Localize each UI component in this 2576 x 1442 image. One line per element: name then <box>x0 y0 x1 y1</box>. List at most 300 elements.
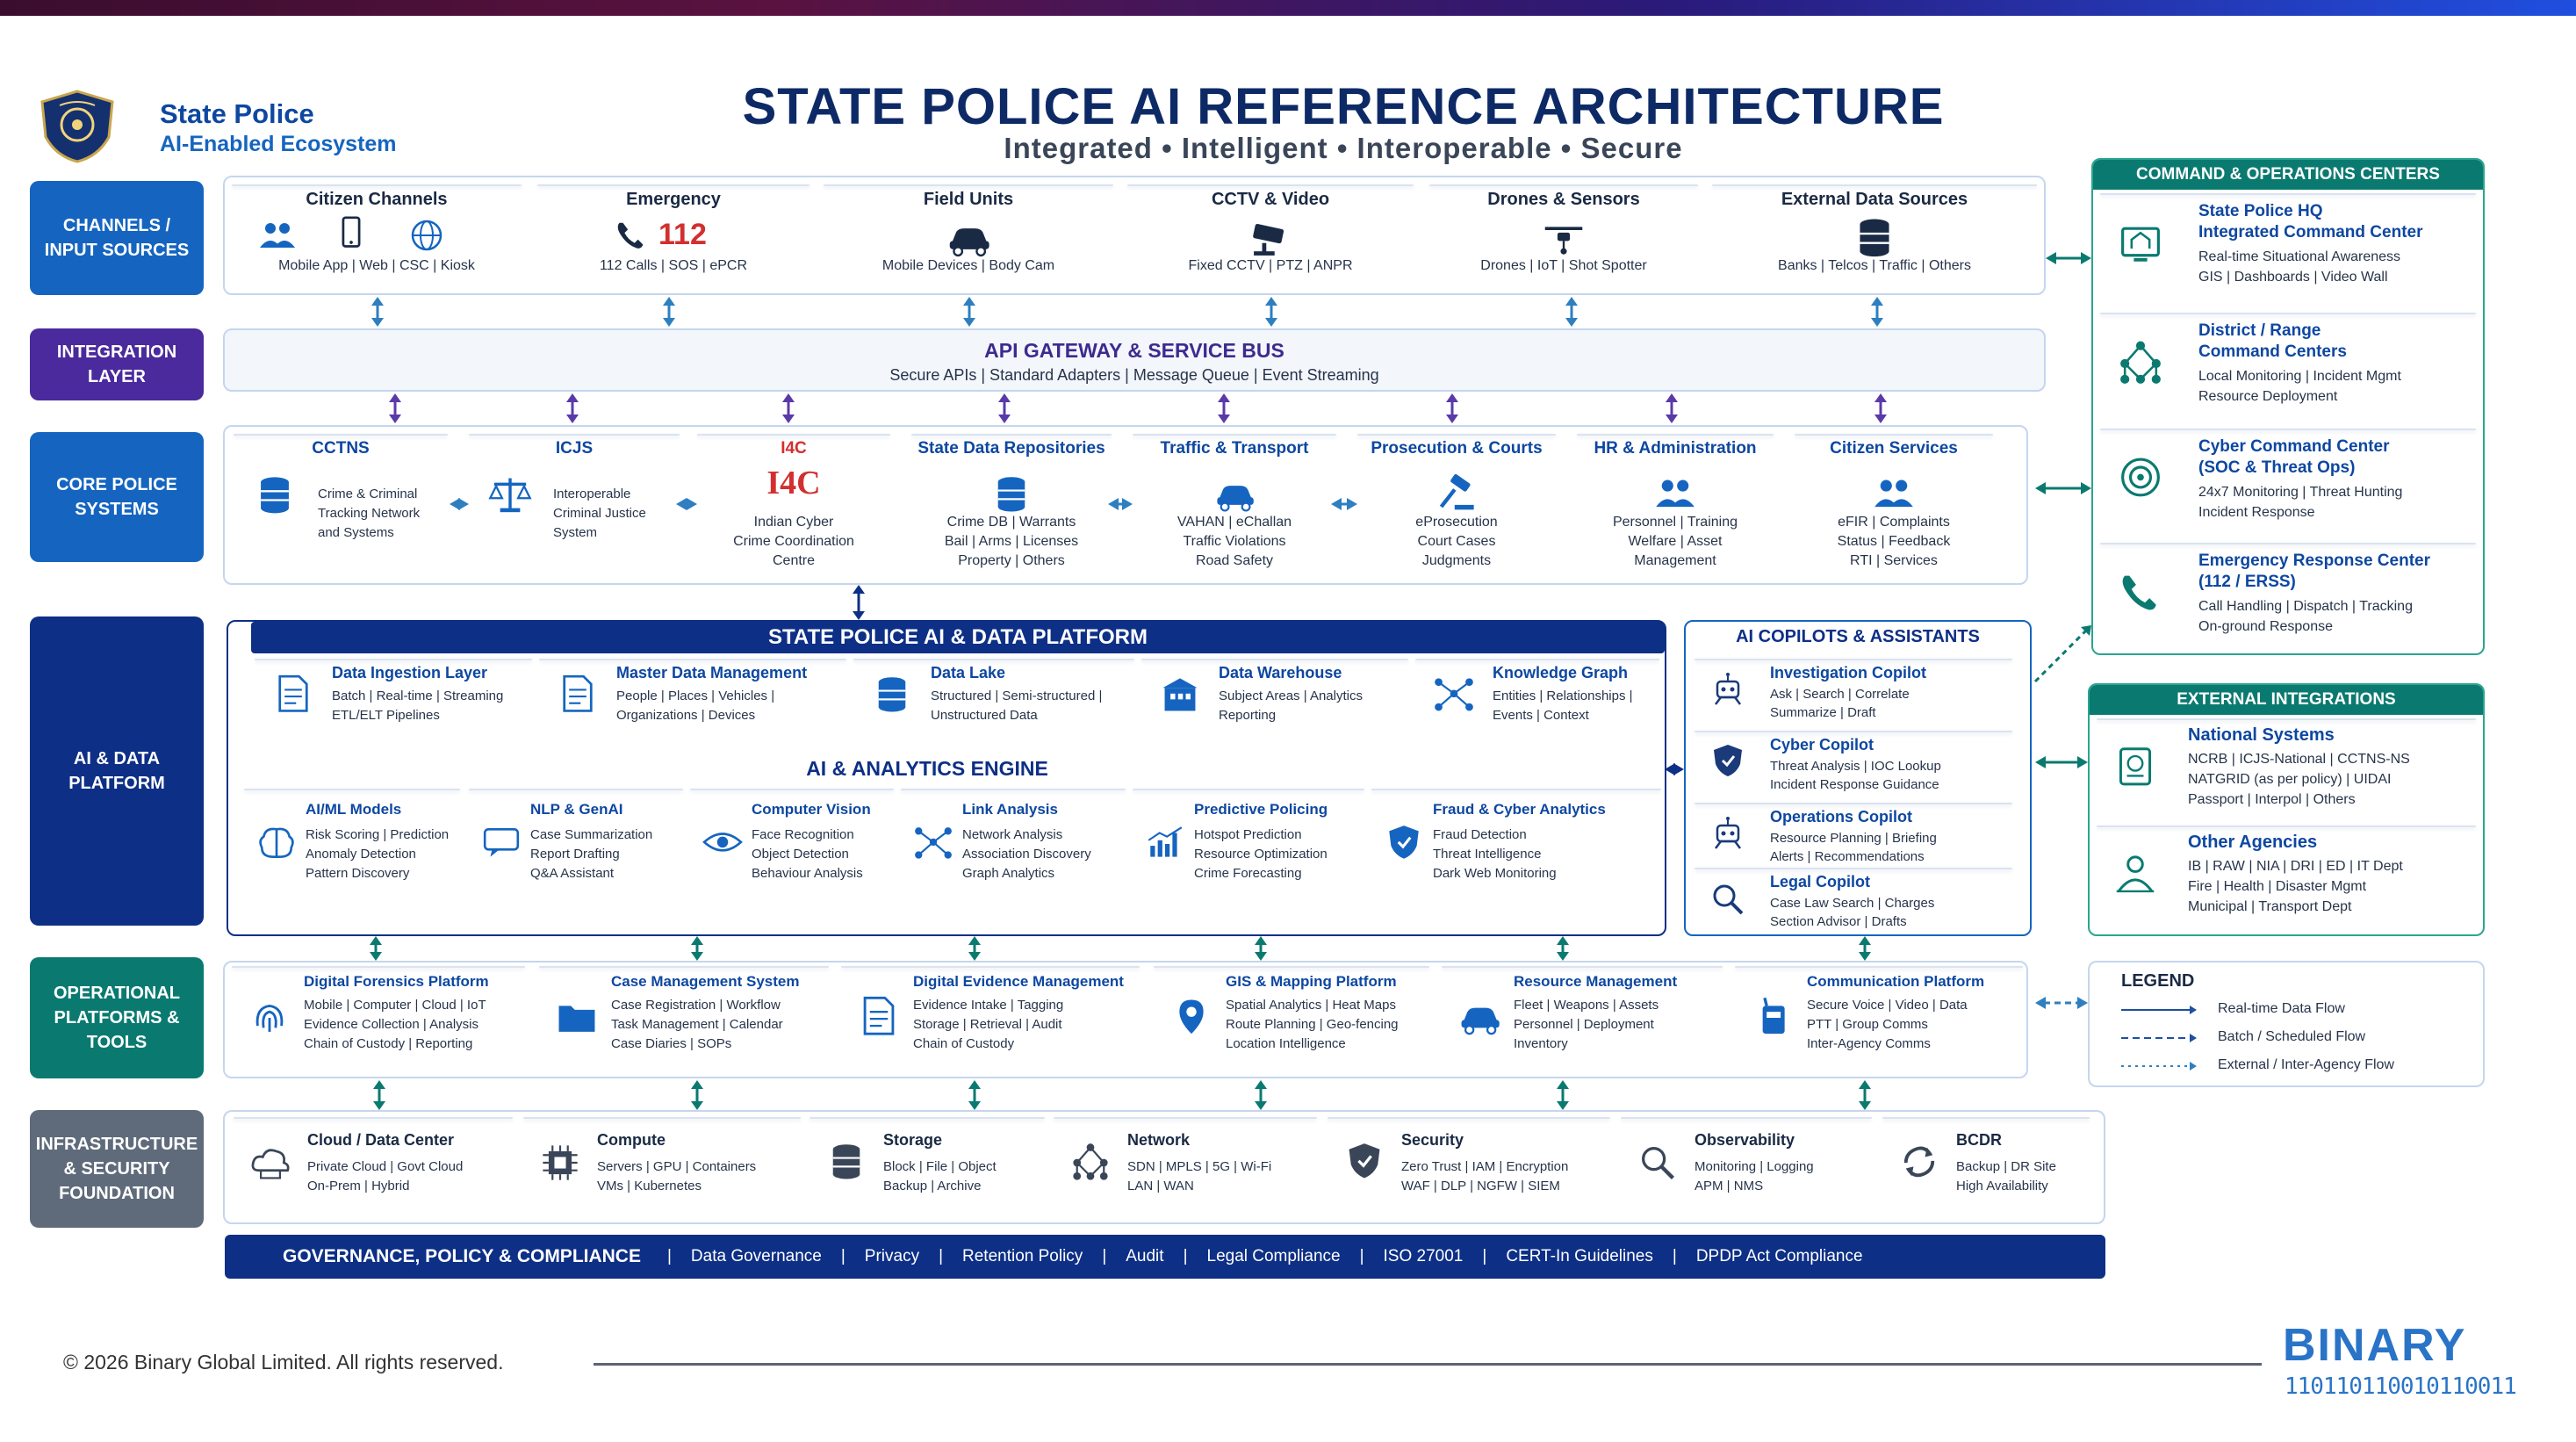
binary-logo-bits: 110110110010110011 <box>2285 1374 2516 1400</box>
core-card <box>234 434 448 436</box>
ops-card-desc: Secure Voice | Video | Data <box>1807 998 1968 1013</box>
i4c-logo: I4C <box>766 465 821 501</box>
web-globe-icon <box>407 218 446 253</box>
ops-card-desc: Evidence Collection | Analysis <box>304 1017 479 1032</box>
channel-desc: 112 Calls | SOS | ePCR <box>599 258 748 273</box>
map-pin-icon <box>1169 996 1213 1035</box>
command-center-title: Integrated Command Center <box>2198 223 2423 242</box>
ops-infra-arrow <box>1557 1080 1569 1110</box>
core-desc-line: Centre <box>772 553 816 568</box>
command-center-desc: 24x7 Monitoring | Threat Hunting <box>2198 485 2403 500</box>
external-desc: Municipal | Transport Dept <box>2188 899 2352 914</box>
case-folder-icon <box>555 996 599 1035</box>
command-center-title: (SOC & Threat Ops) <box>2198 458 2356 477</box>
governance-item: Legal Compliance <box>1206 1247 1341 1265</box>
database-icon <box>1852 216 1897 257</box>
integration-core-arrow <box>1666 393 1678 423</box>
legend-item-batch: Batch / Scheduled Flow <box>2218 1029 2366 1044</box>
governance-item: CERT-In Guidelines <box>1506 1247 1653 1265</box>
layer-label-core: CORE POLICE SYSTEMS <box>30 432 204 562</box>
external-desc: IB | RAW | NIA | DRI | ED | IT Dept <box>2188 859 2403 874</box>
database-icon <box>990 474 1033 513</box>
command-center-title: Command Centers <box>2198 342 2347 361</box>
external-desc: Passport | Interpol | Others <box>2188 792 2356 807</box>
engine-card <box>901 789 1126 790</box>
core-card <box>1577 434 1774 436</box>
channel-desc: Mobile Devices | Body Cam <box>881 258 1055 273</box>
fleet-car-icon <box>1457 996 1501 1035</box>
platform-card-desc: Organizations | Devices <box>616 708 756 723</box>
ops-card <box>1735 966 2023 968</box>
ops-card-desc: Fleet | Weapons | Assets <box>1514 998 1659 1013</box>
network-icon <box>1069 1142 1112 1180</box>
core-desc-line: Crime Coordination <box>733 534 854 549</box>
platform-card-desc: ETL/ELT Pipelines <box>332 708 440 723</box>
national-systems-icon <box>2112 745 2158 786</box>
infra-card-desc: Private Cloud | Govt Cloud <box>307 1159 464 1174</box>
infra-card-desc: APM | NMS <box>1695 1179 1764 1193</box>
platform-card-title: Master Data Management <box>616 664 808 681</box>
copilots-title: AI COPILOTS & ASSISTANTS <box>1736 627 1980 646</box>
ops-infra-arrow <box>1255 1080 1267 1110</box>
channel-desc: Banks | Telcos | Traffic | Others <box>1778 258 1971 273</box>
governance-item: | <box>1102 1247 1107 1265</box>
infra-card <box>1328 1117 1610 1119</box>
platform-card-desc: Structured | Semi-structured | <box>931 689 1103 703</box>
copilot-desc: Incident Response Guidance <box>1770 777 1939 792</box>
engine-card-desc: Risk Scoring | Prediction <box>306 827 450 842</box>
knowledge-graph-icon <box>1433 674 1475 713</box>
infra-card-desc: Backup | DR Site <box>1956 1159 2056 1174</box>
core-desc-line: System <box>553 525 598 540</box>
engine-card-title: Link Analysis <box>962 801 1058 818</box>
governance-item: | <box>1672 1247 1677 1265</box>
citizens-group-icon <box>1873 474 1915 513</box>
external-card <box>2097 826 2476 827</box>
cyber-target-icon <box>2116 455 2165 500</box>
engine-card <box>244 789 460 790</box>
ops-card-title: Digital Forensics Platform <box>304 973 489 990</box>
platform-title: STATE POLICE AI & DATA PLATFORM <box>251 622 1665 653</box>
api-gateway-title: API GATEWAY & SERVICE BUS <box>984 339 1284 362</box>
core-desc-line: Personnel | Training <box>1612 515 1738 530</box>
users-icon <box>258 218 297 253</box>
channel-integration-arrow <box>663 297 675 327</box>
engine-card-desc: Association Discovery <box>962 847 1091 862</box>
drone-icon <box>1541 216 1587 257</box>
infra-card <box>809 1117 1045 1119</box>
core-desc-line: RTI | Services <box>1850 553 1938 568</box>
command-center-desc: Resource Deployment <box>2198 389 2338 404</box>
core-link-arrow <box>1108 498 1133 510</box>
ops-card-title: Digital Evidence Management <box>913 973 1124 990</box>
core-title: ICJS <box>555 439 594 458</box>
channel-desc: Drones | IoT | Shot Spotter <box>1480 258 1647 273</box>
core-desc-line: Traffic Violations <box>1183 534 1286 549</box>
channel-integration-arrow <box>1265 297 1277 327</box>
core-desc-line: Crime DB | Warrants <box>946 515 1076 530</box>
ops-card-desc: Location Intelligence <box>1226 1036 1346 1051</box>
command-center-title: State Police HQ <box>2198 202 2323 220</box>
governance-item: Data Governance <box>690 1247 822 1265</box>
integration-core-arrow <box>1218 393 1230 423</box>
engine-card-desc: Behaviour Analysis <box>752 866 863 881</box>
ops-card <box>1154 966 1429 968</box>
channel-title: Emergency <box>626 190 721 209</box>
platform-ops-arrow <box>968 936 981 961</box>
core-desc-line: Judgments <box>1421 553 1492 568</box>
infra-card <box>1054 1117 1317 1119</box>
legend-item-external: External / Inter-Agency Flow <box>2218 1057 2394 1072</box>
external-desc: Fire | Health | Disaster Mgmt <box>2188 879 2367 894</box>
master-data-icon <box>557 674 599 713</box>
command-center-card <box>2100 313 2476 314</box>
fingerprint-icon <box>248 996 291 1035</box>
infra-card-title: BCDR <box>1956 1131 2002 1149</box>
storage-db-icon <box>825 1142 867 1180</box>
hq-command-icon <box>2116 220 2165 264</box>
ops-card <box>539 966 829 968</box>
command-center-desc: GIS | Dashboards | Video Wall <box>2198 270 2388 285</box>
infra-card-desc: SDN | MPLS | 5G | Wi-Fi <box>1127 1159 1272 1174</box>
core-desc-line: Court Cases <box>1417 534 1496 549</box>
integration-core-arrow <box>998 393 1011 423</box>
platform-ops-arrow <box>370 936 382 961</box>
core-desc-line: eProsecution <box>1415 515 1498 530</box>
ops-card-title: GIS & Mapping Platform <box>1226 973 1397 990</box>
core-desc-line: Road Safety <box>1195 553 1274 568</box>
ops-card-title: Resource Management <box>1514 973 1678 990</box>
copilot-title: Investigation Copilot <box>1770 664 1926 681</box>
fraud-shield-icon <box>1384 824 1424 861</box>
ops-card-desc: Inter-Agency Comms <box>1807 1036 1931 1051</box>
ops-infra-arrow <box>373 1080 385 1110</box>
legal-copilot-icon <box>1709 880 1747 915</box>
link-analysis-icon <box>913 824 953 861</box>
external-link-arrow <box>2035 756 2088 768</box>
command-center-title: (112 / ERSS) <box>2198 573 2296 591</box>
engine-card <box>469 789 683 790</box>
layer-label-ops: OPERATIONAL PLATFORMS & TOOLS <box>30 957 204 1078</box>
cyber-copilot-icon <box>1709 743 1747 778</box>
core-desc-line: Status | Feedback <box>1837 534 1951 549</box>
infra-card-title: Network <box>1127 1131 1191 1149</box>
command-center-card <box>2100 543 2476 544</box>
engine-card-desc: Q&A Assistant <box>530 866 615 881</box>
ops-card-desc: Inventory <box>1514 1036 1568 1051</box>
ops-card-desc: Case Registration | Workflow <box>611 998 781 1013</box>
governance-item: ISO 27001 <box>1383 1247 1464 1265</box>
command-center-title: Emergency Response Center <box>2198 552 2430 570</box>
cctv-camera-icon <box>1248 216 1293 257</box>
engine-card-desc: Graph Analytics <box>962 866 1055 881</box>
platform-card-title: Data Ingestion Layer <box>332 664 488 681</box>
computer-vision-eye-icon <box>702 824 743 861</box>
platform-card <box>1415 659 1659 660</box>
engine-card-desc: Network Analysis <box>962 827 1063 842</box>
bcdr-sync-icon <box>1898 1142 1940 1180</box>
core-desc-line: VAHAN | eChallan <box>1176 515 1292 530</box>
core-desc-line: eFIR | Complaints <box>1838 515 1950 530</box>
operations-copilot-icon <box>1709 815 1747 850</box>
platform-card-desc: Reporting <box>1219 708 1277 723</box>
copilot-title: Operations Copilot <box>1770 808 1912 826</box>
channel-desc: Mobile App | Web | CSC | Kiosk <box>278 258 475 273</box>
ops-card-desc: Storage | Retrieval | Audit <box>913 1017 1062 1032</box>
channel-integration-arrow <box>371 297 384 327</box>
channel-card <box>824 184 1113 186</box>
platform-card-desc: Unstructured Data <box>931 708 1038 723</box>
ops-infra-arrow <box>968 1080 981 1110</box>
core-card <box>469 434 680 436</box>
api-gateway-desc: Secure APIs | Standard Adapters | Message Queue | Event Streaming <box>889 366 1379 384</box>
data-warehouse-icon <box>1159 674 1201 713</box>
engine-card-desc: Case Summarization <box>530 827 653 842</box>
copilot-desc: Alerts | Recommendations <box>1770 849 1925 864</box>
channel-integration-arrow <box>963 297 975 327</box>
core-desc-line: and Systems <box>318 525 394 540</box>
district-network-icon <box>2116 339 2165 384</box>
governance-item: | <box>840 1247 845 1265</box>
infra-card-desc: WAF | DLP | NGFW | SIEM <box>1401 1179 1560 1193</box>
core-desc-line: Indian Cyber <box>753 515 834 530</box>
legend-item-realtime: Real-time Data Flow <box>2218 1001 2345 1016</box>
governance-item: | <box>1359 1247 1364 1265</box>
governance-title: GOVERNANCE, POLICY & COMPLIANCE <box>283 1246 641 1266</box>
engine-card-title: Predictive Policing <box>1194 801 1328 818</box>
governance-item: DPDP Act Compliance <box>1695 1247 1863 1265</box>
ops-card-desc: Evidence Intake | Tagging <box>913 998 1064 1013</box>
core-desc-line: Interoperable <box>553 487 631 501</box>
copilot-command-arrow <box>2035 625 2091 681</box>
channel-title: Field Units <box>923 190 1014 209</box>
command-center-desc: Incident Response <box>2198 505 2315 520</box>
core-desc-line: Tracking Network <box>318 506 421 521</box>
ingestion-icon <box>272 674 314 713</box>
engine-card-desc: Fraud Detection <box>1433 827 1527 842</box>
copilot-desc: Resource Planning | Briefing <box>1770 831 1937 846</box>
emergency-phone-icon <box>2116 569 2165 614</box>
layer-label-ai: AI & DATA PLATFORM <box>30 616 204 926</box>
platform-card-desc: Batch | Real-time | Streaming <box>332 689 504 703</box>
infra-card-title: Observability <box>1695 1131 1795 1149</box>
channel-card <box>232 184 522 186</box>
channel-title: Drones & Sensors <box>1487 190 1640 209</box>
core-link-arrow <box>1331 498 1357 510</box>
infra-card-desc: LAN | WAN <box>1127 1179 1194 1193</box>
footer-rule <box>594 1363 2262 1366</box>
integration-core-arrow <box>1874 393 1887 423</box>
predictive-chart-icon <box>1145 824 1185 861</box>
legend-title: LEGEND <box>2121 971 2195 991</box>
mobile-icon <box>334 216 369 248</box>
core-card <box>911 434 1112 436</box>
command-link-arrow <box>2035 482 2091 494</box>
observability-icon <box>1637 1142 1679 1180</box>
infra-card-desc: VMs | Kubernetes <box>597 1179 702 1193</box>
engine-card-desc: Pattern Discovery <box>306 866 410 881</box>
engine-title: AI & ANALYTICS ENGINE <box>806 757 1048 780</box>
core-desc-line: Criminal Justice <box>553 506 646 521</box>
channel-card <box>1712 184 2037 186</box>
governance-item: | <box>1183 1247 1188 1265</box>
infra-card-title: Cloud / Data Center <box>307 1131 455 1149</box>
layer-label-infra: INFRASTRUCTURE & SECURITY FOUNDATION <box>30 1110 204 1228</box>
platform-ops-arrow <box>691 936 703 961</box>
command-centers-title: COMMAND & OPERATIONS CENTERS <box>2093 160 2483 190</box>
copilot-desc: Summarize | Draft <box>1770 705 1876 720</box>
core-card <box>1357 434 1556 436</box>
ops-card-title: Communication Platform <box>1807 973 1985 990</box>
command-center-title: District / Range <box>2198 321 2321 340</box>
copilot-card <box>1695 731 2012 732</box>
external-title: Other Agencies <box>2188 833 2318 852</box>
infra-card-desc: Monitoring | Logging <box>1695 1159 1814 1174</box>
integration-core-arrow <box>389 393 401 423</box>
copilot-desc: Threat Analysis | IOC Lookup <box>1770 759 1941 774</box>
core-title: HR & Administration <box>1594 439 1757 458</box>
infra-card-desc: Backup | Archive <box>883 1179 982 1193</box>
engine-card-title: AI/ML Models <box>306 801 402 818</box>
platform-card-desc: Events | Context <box>1493 708 1589 723</box>
platform-card <box>539 659 846 660</box>
command-center-card <box>2100 429 2476 430</box>
core-card <box>1795 434 1993 436</box>
engine-card-desc: Face Recognition <box>752 827 854 842</box>
platform-card <box>255 659 532 660</box>
gavel-icon <box>1436 474 1478 513</box>
infra-card-title: Compute <box>597 1131 666 1149</box>
ops-card-desc: Route Planning | Geo-fencing <box>1226 1017 1399 1032</box>
channel-title: External Data Sources <box>1781 190 1968 209</box>
channel-card <box>1127 184 1414 186</box>
channel-card <box>537 184 809 186</box>
ops-card <box>1442 966 1723 968</box>
ops-card-desc: PTT | Group Comms <box>1807 1017 1928 1032</box>
external-desc: NCRB | ICJS-National | CCTNS-NS <box>2188 752 2410 767</box>
ops-card-desc: Chain of Custody <box>913 1036 1015 1051</box>
legend-link-arrow <box>2035 997 2088 1009</box>
ops-infra-arrow <box>691 1080 703 1110</box>
engine-card-desc: Object Detection <box>752 847 849 862</box>
command-center-desc: Call Handling | Dispatch | Tracking <box>2198 599 2413 614</box>
infra-card-desc: Zero Trust | IAM | Encryption <box>1401 1159 1569 1174</box>
ops-card-desc: Mobile | Computer | Cloud | IoT <box>304 998 486 1013</box>
core-desc-line: Property | Others <box>958 553 1065 568</box>
core-desc-line: Crime & Criminal <box>318 487 418 501</box>
investigation-copilot-icon <box>1709 671 1747 706</box>
copyright-text: © 2026 Binary Global Limited. All rights reserved. <box>63 1351 504 1374</box>
command-center-desc: On-ground Response <box>2198 619 2333 634</box>
governance-item: Privacy <box>864 1247 920 1265</box>
page-subtitle: Integrated • Intelligent • Interoperable • Secure <box>1004 132 1683 164</box>
emergency-112-badge: 112 <box>658 218 707 251</box>
engine-card-title: Fraud & Cyber Analytics <box>1433 801 1606 818</box>
channel-integration-arrow <box>1565 297 1578 327</box>
command-center-card <box>2100 193 2476 195</box>
platform-card-title: Data Warehouse <box>1219 664 1342 681</box>
copilot-card <box>1695 803 2012 804</box>
core-card <box>1133 434 1336 436</box>
car-icon <box>1213 474 1256 513</box>
nlp-chat-icon <box>481 824 522 861</box>
layer-label-integration: INTEGRATION LAYER <box>30 328 204 400</box>
copilot-link-arrow <box>1665 763 1684 775</box>
ops-card-desc: Chain of Custody | Reporting <box>304 1036 473 1051</box>
integration-core-arrow <box>566 393 579 423</box>
platform-card-title: Knowledge Graph <box>1493 664 1629 681</box>
engine-card-title: NLP & GenAI <box>530 801 623 818</box>
infra-card <box>234 1117 513 1119</box>
core-desc-line: Welfare | Asset <box>1628 534 1723 549</box>
channel-desc: Fixed CCTV | PTZ | ANPR <box>1188 258 1353 273</box>
database-icon <box>253 474 297 514</box>
cloud-icon <box>249 1142 291 1180</box>
channel-title: Citizen Channels <box>306 190 448 209</box>
governance-item: Retention Policy <box>962 1247 1083 1265</box>
engine-card-desc: Report Drafting <box>530 847 620 862</box>
infra-card-desc: Block | File | Object <box>883 1159 997 1174</box>
external-desc: NATGRID (as per policy) | UIDAI <box>2188 772 2392 787</box>
platform-card <box>853 659 1134 660</box>
command-link-arrow <box>2046 252 2091 264</box>
core-title: Citizen Services <box>1830 439 1958 458</box>
binary-logo: BINARY <box>2283 1320 2467 1371</box>
ai-brain-icon <box>256 824 297 861</box>
copilot-title: Cyber Copilot <box>1770 736 1874 753</box>
data-lake-icon <box>871 674 913 713</box>
command-center-desc: Real-time Situational Awareness <box>2198 249 2401 264</box>
infra-card-desc: Servers | GPU | Containers <box>597 1159 757 1174</box>
governance-item: | <box>939 1247 944 1265</box>
core-title: I4C <box>781 439 807 458</box>
ops-card <box>841 966 1140 968</box>
integration-core-arrow <box>782 393 795 423</box>
infra-card <box>1882 1117 2090 1119</box>
core-title: Traffic & Transport <box>1160 439 1309 458</box>
external-card <box>2097 718 2476 720</box>
engine-card <box>690 789 894 790</box>
platform-card <box>1141 659 1408 660</box>
copilot-desc: Case Law Search | Charges <box>1770 896 1935 911</box>
copilot-title: Legal Copilot <box>1770 873 1870 890</box>
channel-card <box>1429 184 1698 186</box>
engine-card-desc: Hotspot Prediction <box>1194 827 1302 842</box>
governance-item: | <box>1482 1247 1487 1265</box>
staff-group-icon <box>1654 474 1696 513</box>
infra-card-title: Storage <box>883 1131 943 1149</box>
infra-card-desc: On-Prem | Hybrid <box>307 1179 410 1193</box>
engine-card-title: Computer Vision <box>752 801 871 818</box>
governance-item: | <box>666 1247 672 1265</box>
scales-of-justice-icon <box>488 474 532 514</box>
platform-ops-arrow <box>1557 936 1569 961</box>
radio-icon <box>1751 996 1795 1035</box>
copilot-card <box>1695 659 2012 660</box>
ops-card-desc: Task Management | Calendar <box>611 1017 783 1032</box>
engine-card-desc: Dark Web Monitoring <box>1433 866 1557 881</box>
core-title: State Data Repositories <box>917 439 1105 458</box>
external-integrations-title: EXTERNAL INTEGRATIONS <box>2090 685 2483 715</box>
ops-card-desc: Case Diaries | SOPs <box>611 1036 732 1051</box>
platform-card-desc: Subject Areas | Analytics <box>1219 689 1363 703</box>
core-platform-arrow <box>853 585 865 620</box>
engine-card-desc: Threat Intelligence <box>1433 847 1542 862</box>
evidence-doc-icon <box>857 996 901 1035</box>
ops-card <box>232 966 525 968</box>
external-title: National Systems <box>2188 725 2335 745</box>
channel-integration-arrow <box>1871 297 1883 327</box>
